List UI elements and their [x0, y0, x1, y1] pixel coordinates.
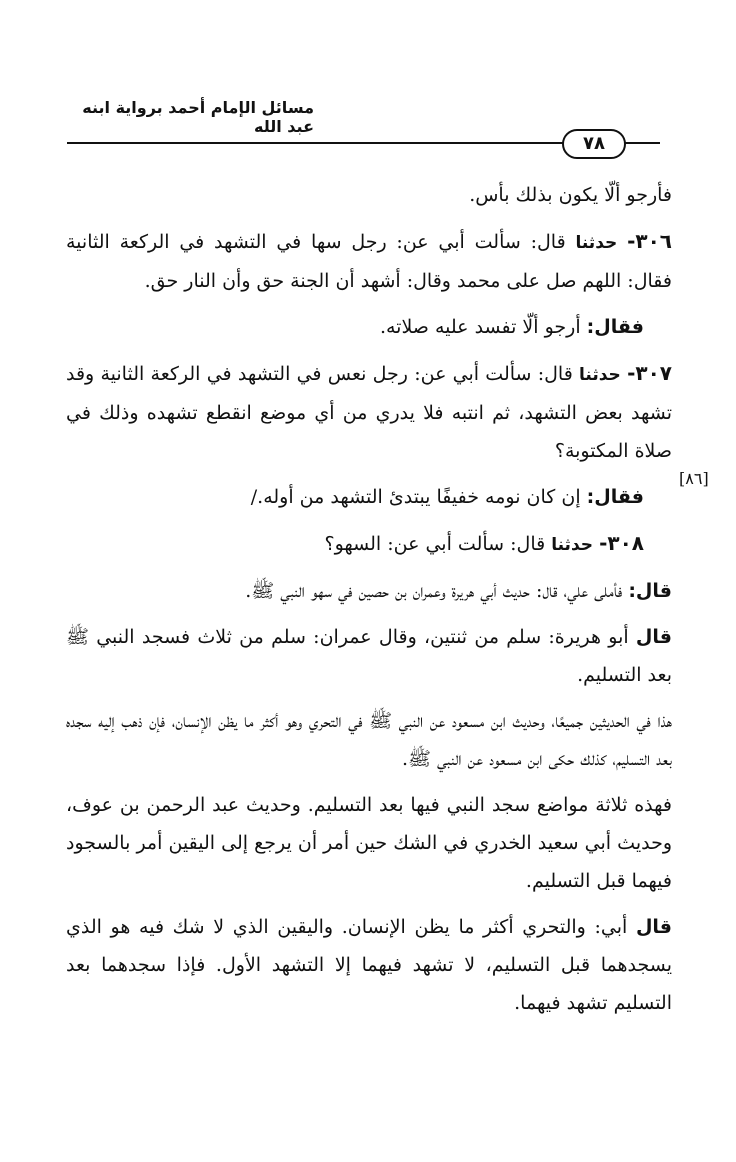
item-dash: -	[599, 531, 608, 555]
answer-label: قال	[635, 916, 672, 938]
answer-label: فقال:	[586, 486, 644, 508]
answer-label: قال:	[628, 580, 672, 602]
item-number: ٣٠٦	[635, 229, 673, 253]
paragraph-fahadhihi: فهذه ثلاثة مواضع سجد النبي فيها بعد التسليم. وحديث عبد الرحمن بن عوف، وحديث أبي سعيد الخدري في الشك حين أمر أن يرجع إلى اليقين أمر بالسجود فيهما قبل التسليم.	[66, 794, 672, 892]
answer-text: أبو هريرة: سلم من ثنتين، وقال عمران: سلم من ثلاث فسجد النبي ﷺ بعد التسليم.	[66, 626, 672, 686]
page-number: ٧٨	[562, 129, 626, 159]
running-title: مسائل الإمام أحمد برواية ابنه عبد الله	[82, 98, 314, 136]
item-dash: -	[627, 229, 636, 253]
answer-label: فقال:	[586, 316, 644, 338]
answer-307	[66, 478, 672, 516]
haddathana-label: حدثنا	[551, 535, 594, 555]
haddathana-label: حدثنا	[575, 233, 618, 253]
answer-text: فأملى علي، قال: حديث أبي هريرة وعمران بن حصين في سهو النبي ﷺ.	[245, 580, 623, 602]
answer-text: أرجو ألّا تفسد عليه صلاته.	[379, 316, 581, 338]
answer-308-a	[66, 572, 672, 610]
item-text: قال: سألت أبي عن: رجل نعس في التشهد في الركعة الثانية وقد تشهد بعض التشهد، ثم انتبه فلا يدري من أي موضع انقطع تشهده وذلك في صلاة المكتوبة؟	[66, 363, 672, 462]
answer-final	[66, 908, 672, 1022]
paragraph-hadha: هذا في الحديثين جميعًا، وحديث ابن مسعود عن النبي ﷺ في التحري وهو أكثر ما يظن الإنسان، فإن ذهب إليه سجده بعد التسليم، كذلك حكى ابن مسعود عن النبي ﷺ.	[66, 710, 672, 770]
answer-308-b	[66, 618, 672, 694]
item-308	[66, 524, 672, 564]
continuation-paragraph: فأرجو ألّا يكون بذلك بأس.	[469, 184, 672, 206]
item-text: قال: سألت أبي عن: رجل سها في التشهد في الركعة الثانية فقال: اللهم صل على محمد وقال: أشهد أن الجنة حق وأن النار حق.	[66, 231, 672, 292]
answer-label: قال	[635, 626, 672, 648]
haddathana-label: حدثنا	[579, 365, 621, 385]
item-dash: -	[627, 361, 636, 385]
item-number: ٣٠٨	[607, 531, 644, 555]
item-text: قال: سألت أبي عن: السهو؟	[324, 533, 546, 555]
item-307	[66, 354, 672, 470]
margin-reference: [٨٦]	[679, 469, 709, 488]
page-body	[66, 176, 672, 1022]
answer-text: أبي: والتحري أكثر ما يظن الإنسان. واليقين الذي لا شك فيه هو الذي يسجدهما قبل التسليم، لا تشهد فيهما إلا التشهد الأول. فإذا سجدهما بعد التسليم تشهد فيهما.	[66, 916, 672, 1014]
answer-306	[66, 308, 672, 346]
answer-text: إن كان نومه خفيفًا يبتدئ التشهد من أوله./	[250, 486, 581, 508]
item-306	[66, 222, 672, 300]
item-number: ٣٠٧	[635, 361, 672, 385]
